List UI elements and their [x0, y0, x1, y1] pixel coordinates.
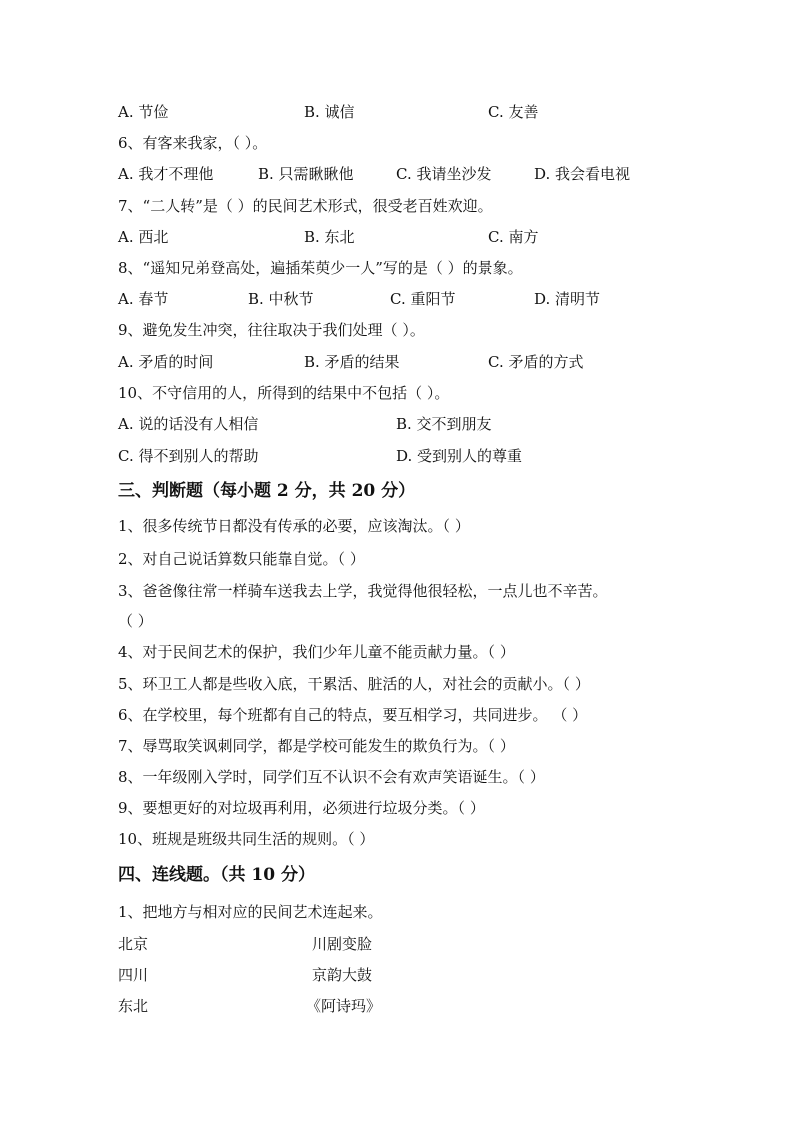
q7-stem: 7、“二人转”是（ ）的民间艺术形式，很受老百姓欢迎。: [118, 197, 493, 215]
q10-stem: 10、不守信用的人，所得到的结果中不包括（ ）。: [118, 384, 450, 402]
q8-stem: 8、“遥知兄弟登高处，遍插茱萸少一人”写的是（ ）的景象。: [118, 259, 523, 277]
q9-options: [118, 352, 758, 372]
judge-item-3: 3、爸爸像往常一样骑车送我去上学，我觉得他很轻松，一点儿也不辛苦。: [118, 582, 608, 600]
q6-option-b: B. 只需瞅瞅他: [258, 165, 354, 183]
q8-options: [118, 289, 758, 309]
q5-option-a: A. 节俭: [118, 103, 169, 121]
q8-option-d: D. 清明节: [534, 290, 601, 308]
q8-option-c: C. 重阳节: [390, 290, 456, 308]
judge-item-6: 6、在学校里，每个班都有自己的特点，要互相学习，共同进步。 （ ）: [118, 706, 588, 724]
q10-option-b: B. 交不到朋友: [396, 415, 492, 433]
judge-item-5: 5、环卫工人都是些收入底，干累活、脏活的人，对社会的贡献小。（ ）: [118, 675, 590, 693]
judge-item-2: 2、对自己说话算数只能靠自觉。（ ）: [118, 550, 365, 568]
q10-option-a: A. 说的话没有人相信: [118, 415, 259, 433]
judge-item-4: 4、对于民间艺术的保护，我们少年儿童不能贡献力量。（ ）: [118, 643, 515, 661]
match-question-1: 1、把地方与相对应的民间艺术连起来。: [118, 903, 383, 921]
q9-option-a: A. 矛盾的时间: [118, 353, 214, 371]
q6-option-c: C. 我请坐沙发: [396, 165, 492, 183]
q5-options: [118, 102, 758, 122]
match-row-2: [118, 965, 758, 985]
q10-options-row2: [118, 446, 758, 466]
q10-option-c: C. 得不到别人的帮助: [118, 447, 259, 465]
q5-option-c: C. 友善: [488, 103, 539, 121]
judge-item-1: 1、很多传统节日都没有传承的必要，应该淘汰。（ ）: [118, 517, 470, 535]
q9-option-b: B. 矛盾的结果: [304, 353, 400, 371]
q7-option-c: C. 南方: [488, 228, 539, 246]
judge-item-10: 10、班规是班级共同生活的规则。（ ）: [118, 830, 375, 848]
match-right-3: 《阿诗玛》: [306, 997, 382, 1015]
q5-option-b: B. 诚信: [304, 103, 355, 121]
q9-option-c: C. 矛盾的方式: [488, 353, 584, 371]
q10-option-d: D. 受到别人的尊重: [396, 447, 523, 465]
q6-option-d: D. 我会看电视: [534, 165, 631, 183]
q6-stem: 6、有客来我家，（ ）。: [118, 134, 268, 152]
judge-item-7: 7、辱骂取笑讽刺同学，都是学校可能发生的欺负行为。（ ）: [118, 737, 515, 755]
section4-heading: 四、连线题。（共 10 分）: [118, 865, 315, 885]
q7-options: [118, 227, 758, 247]
q6-option-a: A. 我才不理他: [118, 165, 214, 183]
match-right-1: 川剧变脸: [312, 935, 373, 953]
section3-heading: 三、判断题（每小题 2 分，共 20 分）: [118, 481, 416, 501]
q7-option-a: A. 西北: [118, 228, 169, 246]
match-left-1: 北京: [118, 935, 149, 953]
judge-item-8: 8、一年级刚入学时，同学们互不认识不会有欢声笑语诞生。（ ）: [118, 768, 545, 786]
match-right-2: 京韵大鼓: [312, 966, 373, 984]
judge-item-3-blank: （ ）: [118, 612, 153, 630]
match-left-3: 东北: [118, 997, 149, 1015]
q10-options-row1: [118, 414, 758, 434]
q7-option-b: B. 东北: [304, 228, 355, 246]
match-row-3: [118, 996, 758, 1016]
q6-options: [118, 164, 758, 184]
q9-stem: 9、避免发生冲突，往往取决于我们处理（ ）。: [118, 321, 425, 339]
q8-option-b: B. 中秋节: [248, 290, 314, 308]
judge-item-9: 9、要想更好的对垃圾再利用，必须进行垃圾分类。（ ）: [118, 799, 485, 817]
match-row-1: [118, 934, 758, 954]
match-left-2: 四川: [118, 966, 149, 984]
q8-option-a: A. 春节: [118, 290, 169, 308]
